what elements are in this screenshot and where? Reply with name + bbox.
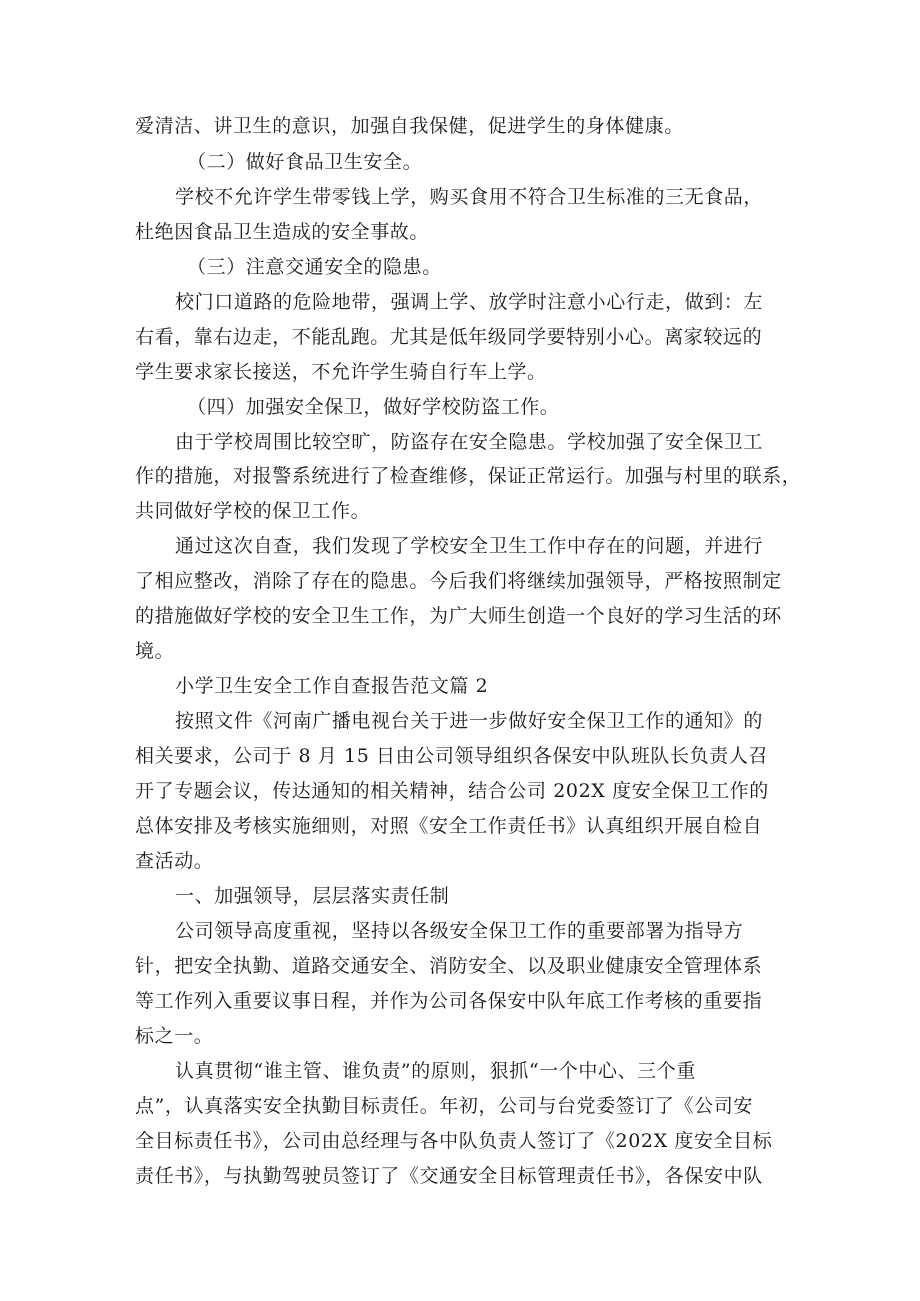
text-line: 按照文件《河南广播电视台关于进一步做好安全保卫工作的通知》的 [175,710,764,732]
text-line: 全目标责任书》，公司由总经理与各中队负责人签订了《202X 度安全目标 [135,1130,773,1152]
text-line: 境。 [135,640,175,662]
text-line: 了相应整改，消除了存在的隐患。今后我们将继续加强领导，严格按照制定 [135,570,782,592]
text-line: 校门口道路的危险地带，强调上学、放学时注意小心行走，做到：左 [175,291,764,313]
text-line: 点”，认真落实安全执勤目标责任。年初，公司与台党委签订了《公司安 [135,1095,753,1117]
text-line: 由于学校周围比较空旷，防盗存在安全隐患。学校加强了安全保卫工 [175,431,764,453]
section-heading: 一、加强领导，层层落实责任制 [175,885,450,907]
text-line: 查活动。 [135,850,214,872]
section-heading: （三）注意交通安全的隐患。 [187,256,442,278]
text-line: 学校不允许学生带零钱上学，购买食用不符合卫生标准的三无食品， [175,186,764,208]
text-line: 标之一。 [135,1025,214,1047]
text-line: 爱清洁、讲卫生的意识，加强自我保健，促进学生的身体健康。 [135,115,684,137]
section-heading: （二）做好食品卫生安全。 [187,151,423,173]
text-line: 的措施做好学校的安全卫生工作，为广大师生创造一个良好的学习生活的环 [135,605,782,627]
text-line: 总体安排及考核实施细则，对照《安全工作责任书》认真组织开展自检自 [135,815,763,837]
text-line: 等工作列入重要议事日程，并作为公司各保安中队年底工作考核的重要指 [135,990,763,1012]
text-line: 认真贯彻“谁主管、谁负责”的原则，狠抓“一个中心、三个重 [175,1060,696,1082]
text-line: 学生要求家长接送，不允许学生骑自行车上学。 [135,361,547,383]
text-line: 杜绝因食品卫生造成的安全事故。 [135,221,430,243]
section-heading: （四）加强安全保卫，做好学校防盗工作。 [187,396,560,418]
text-line: 右看，靠右边走，不能乱跑。尤其是低年级同学要特别小心。离家较远的 [135,326,763,348]
article-title: 小学卫生安全工作自查报告范文篇 2 [175,675,489,697]
text-line: 针，把安全执勤、道路交通安全、消防安全、以及职业健康安全管理体系 [135,955,763,977]
text-line: 公司领导高度重视，坚持以各级安全保卫工作的重要部署为指导方 [175,920,744,942]
text-line: 相关要求，公司于 8 月 15 日由公司领导组织各保安中队班队长负责人召 [135,745,769,767]
text-line: 作的措施，对报警系统进行了检查维修，保证正常运行。加强与村里的联系， [135,465,802,487]
text-line: 责任书》，与执勤驾驶员签订了《交通安全目标管理责任书》，各保安中队 [135,1165,763,1187]
text-line: 通过这次自查，我们发现了学校安全卫生工作中存在的问题，并进行 [175,535,764,557]
text-line: 共同做好学校的保卫工作。 [135,500,371,522]
text-line: 开了专题会议，传达通知的相关精神，结合公司 202X 度安全保卫工作的 [135,780,769,802]
